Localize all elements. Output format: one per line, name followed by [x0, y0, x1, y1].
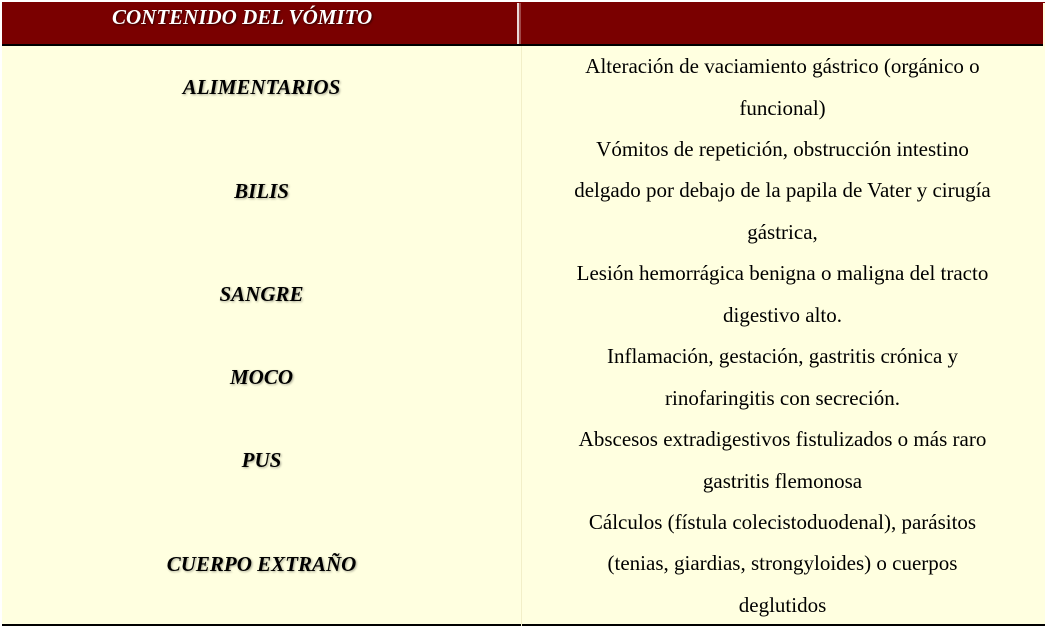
description-line: Vómitos de repetición, obstrucción intestino [596, 136, 969, 161]
table-row [2, 253, 1043, 336]
description-cell [521, 46, 1043, 129]
description-line: delgado por debajo de la papila de Vater y cirugía [574, 178, 991, 203]
content-label: ALIMENTARIOS [182, 75, 341, 99]
description-cell [521, 253, 1043, 336]
description-cell [521, 336, 1043, 419]
table-header-row [2, 3, 1043, 46]
content-label: BILIS [234, 178, 289, 203]
description-line: Abscesos extradigestivos fistulizados o más raro [578, 427, 987, 451]
description-line: gastritis flemonosa [702, 468, 863, 493]
description-line: Cálculos (fístula colecistoduodenal), parásitos [588, 509, 977, 534]
content-cell [2, 336, 521, 419]
header-title: CONTENIDO DEL VÓMITO [112, 5, 373, 29]
table-row [2, 502, 1043, 626]
description-line: gástrica, [747, 219, 818, 244]
description-line: (tenias, giardias, strongyloides) o cuerpos [607, 551, 958, 576]
table-row [2, 419, 1043, 502]
content-label: SANGRE [219, 282, 304, 306]
table-row [2, 129, 1043, 253]
table-row [2, 46, 1043, 129]
content-label: CUERPO EXTRAÑO [166, 551, 357, 576]
description-line: Alteración de vaciamiento gástrico (orgánico o [585, 54, 980, 78]
description-line: Inflamación, gestación, gastritis crónica y [606, 344, 959, 368]
description-cell [521, 129, 1043, 253]
header-cell-description [519, 3, 1043, 44]
description-cell [521, 419, 1043, 502]
description-line: funcional) [739, 95, 826, 120]
table-body [2, 46, 1043, 626]
description-line: rinofaringitis con secreción. [665, 385, 900, 410]
description-line: digestivo alto. [723, 302, 842, 327]
content-label: MOCO [229, 365, 293, 389]
content-cell [2, 46, 521, 129]
description-line: Lesión hemorrágica benigna o maligna del tracto [576, 261, 989, 285]
content-label: PUS [241, 448, 282, 472]
vomit-content-table [2, 2, 1045, 626]
content-cell [2, 129, 521, 253]
description-cell [521, 502, 1043, 626]
header-cell-content [2, 3, 519, 44]
content-cell [2, 419, 521, 502]
content-cell [2, 502, 521, 626]
description-line: deglutidos [738, 592, 827, 617]
content-cell [2, 253, 521, 336]
table-row [2, 336, 1043, 419]
